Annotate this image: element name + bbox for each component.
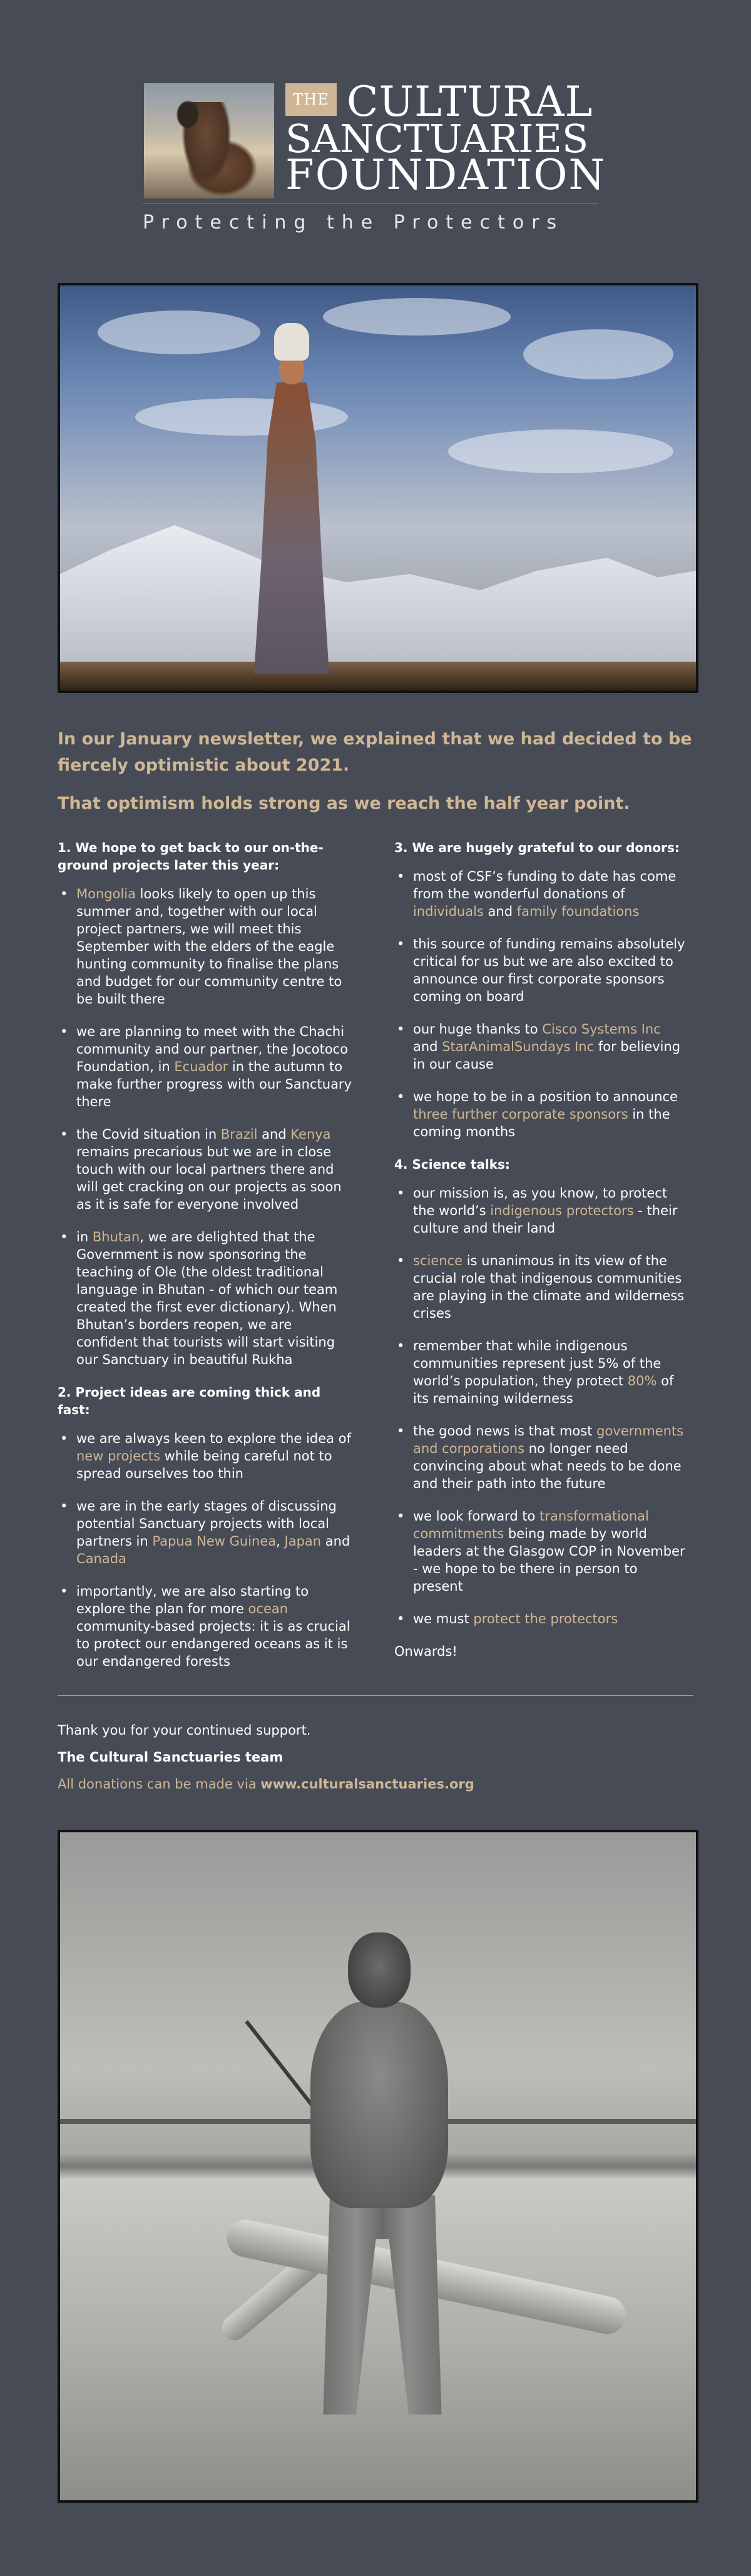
- cloud: [448, 429, 673, 473]
- link-papua-new-guinea[interactable]: Papua New Guinea: [152, 1534, 277, 1549]
- link-indigenous-protectors[interactable]: indigenous protectors: [490, 1203, 634, 1218]
- section-4: [394, 1156, 688, 1628]
- link-mongolia[interactable]: Mongolia: [76, 886, 136, 901]
- list-item: • we hope to be in a position to announce three further corporate sponsors in the coming months: [394, 1088, 688, 1141]
- section-3: [394, 839, 688, 1141]
- link-80-percent[interactable]: 80%: [627, 1373, 657, 1388]
- link-ocean[interactable]: ocean: [248, 1601, 289, 1616]
- list-item: • our huge thanks to Cisco Systems Inc and StarAnimalSundays Inc for believing in our cause: [394, 1020, 688, 1073]
- logo-eagle: [175, 99, 200, 130]
- list-item: • we are always keen to explore the idea of new projects while being careful not to spread ourselves too thin: [58, 1430, 352, 1482]
- donate-link[interactable]: www.culturalsanctuaries.org: [260, 1777, 474, 1792]
- elder-legs: [317, 2195, 448, 2414]
- list-item: • remember that while indigenous communities represent just 5% of the world’s population, they protect 80% of its remaining wilderness: [394, 1337, 688, 1407]
- cloud: [323, 298, 511, 336]
- photo-indigenous-elder-lake: [58, 1830, 698, 2503]
- link-individuals[interactable]: individuals: [413, 904, 484, 919]
- link-transformational-commitments[interactable]: transformational commitments: [413, 1509, 649, 1541]
- logo-photo-eagle-hunter: [144, 83, 274, 198]
- link-cisco[interactable]: Cisco Systems Inc: [542, 1022, 661, 1037]
- list-item: • we are planning to meet with the Chachi community and our partner, the Jocotoco Foundation, in Ecuador in the autumn to make further progress with our Sanctuary there: [58, 1023, 352, 1111]
- link-new-projects[interactable]: new projects: [76, 1449, 160, 1464]
- logo-title-line3: FOUNDATION: [285, 151, 606, 199]
- footer-divider: [58, 1695, 693, 1696]
- elder-body: [310, 2001, 448, 2208]
- list-item: • this source of funding remains absolutely critical for us but we are also excited to announce our first corporate sponsors coming on board: [394, 935, 688, 1005]
- donate-prefix: All donations can be made via: [58, 1777, 261, 1792]
- section-3-title: 3. We are hugely grateful to our donors:: [394, 840, 680, 855]
- list-item: • science is unanimous in its view of the crucial role that indigenous communities are playing in the climate and wilderness crises: [394, 1252, 688, 1322]
- link-family-foundations[interactable]: family foundations: [516, 904, 640, 919]
- link-brazil[interactable]: Brazil: [220, 1127, 258, 1142]
- list-item: • our mission is, as you know, to protect the world’s indigenous protectors - their culture and their land: [394, 1184, 688, 1237]
- link-science[interactable]: science: [413, 1253, 463, 1268]
- hero-photo-woman-mountains: [58, 283, 698, 693]
- list-item: • most of CSF’s funding to date has come from the wonderful donations of individuals and family foundations: [394, 868, 688, 920]
- ground: [60, 662, 696, 690]
- list-item: • the good news is that most governments and corporations no longer need convincing about what needs to be done and their path into the future: [394, 1422, 688, 1492]
- onwards-text: Onwards!: [394, 1644, 457, 1659]
- link-japan[interactable]: Japan: [284, 1534, 322, 1549]
- tagline: Protecting the Protectors: [143, 212, 565, 233]
- link-canada[interactable]: Canada: [76, 1551, 126, 1566]
- logo-the-badge: THE: [285, 83, 337, 116]
- intro-paragraph-2: That optimism holds strong as we reach the half year point.: [58, 794, 630, 813]
- thanks-text: Thank you for your continued support.: [58, 1723, 311, 1738]
- woman-headdress: [274, 323, 309, 361]
- section-2-title: 2. Project ideas are coming thick and fast:: [58, 1385, 321, 1417]
- link-bhutan[interactable]: Bhutan: [92, 1229, 140, 1244]
- logo-title-line2: SANCTUARIES: [285, 116, 589, 162]
- list-item: • the Covid situation in Brazil and Kenya remains precarious but we are in close touch with our local partners there and will get cracking on our projects as soon as it is safe for everyone involved: [58, 1126, 352, 1213]
- list-item: • importantly, we are also starting to explore the plan for more ocean community-based projects: it is as crucial to protect our endangered oceans as it is our endangered forests: [58, 1583, 352, 1670]
- link-kenya[interactable]: Kenya: [290, 1127, 331, 1142]
- link-governments-corporations[interactable]: governments and corporations: [413, 1424, 684, 1456]
- section-4-title: 4. Science talks:: [394, 1157, 510, 1172]
- link-staranimalsundays[interactable]: StarAnimalSundays Inc: [442, 1039, 595, 1054]
- header-logo[interactable]: [143, 78, 612, 233]
- list-item: • in Bhutan, we are delighted that the Government is now sponsoring the teaching of Ole (the oldest traditional language in Bhutan - of which our team created the first ever dictionary). When Bhutan’s borders reopen, we are confident that tourists will start visiting our Sanctuary in beautiful Rukha: [58, 1228, 352, 1368]
- snow-mountains: [60, 509, 696, 672]
- team-signature: The Cultural Sanctuaries team: [58, 1750, 284, 1765]
- woman-robe: [254, 382, 329, 674]
- list-item: • we look forward to transformational commitments being made by world leaders at the Glasgow COP in November - we hope to be there in person to present: [394, 1507, 688, 1595]
- logo-title-line1: CULTURAL: [347, 78, 593, 126]
- link-protect-the-protectors[interactable]: protect the protectors: [473, 1611, 618, 1626]
- intro-paragraph-1: In our January newsletter, we explained that we had decided to be fiercely optimistic about 2021.: [58, 729, 692, 775]
- section-1: [58, 839, 352, 1368]
- left-column: [58, 839, 352, 1685]
- donate-line: [58, 1777, 474, 1792]
- section-2: [58, 1383, 352, 1670]
- elder-head: [348, 1932, 411, 2008]
- cloud: [98, 310, 260, 354]
- right-column: [394, 839, 688, 1660]
- link-ecuador[interactable]: Ecuador: [174, 1059, 228, 1074]
- cloud: [523, 329, 673, 379]
- list-item: • Mongolia looks likely to open up this summer and, together with our local project partners, we will meet this September with the elders of the eagle hunting community to finalise the plans and budget for our community centre to be built there: [58, 885, 352, 1008]
- section-1-title: 1. We hope to get back to our on-the-ground projects later this year:: [58, 840, 324, 873]
- standing-woman: [242, 323, 342, 674]
- link-corporate-sponsors[interactable]: three further corporate sponsors: [413, 1107, 628, 1122]
- list-item: • we must protect the protectors: [394, 1610, 688, 1628]
- list-item: • we are in the early stages of discussing potential Sanctuary projects with local partners in Papua New Guinea, Japan and Canada: [58, 1497, 352, 1568]
